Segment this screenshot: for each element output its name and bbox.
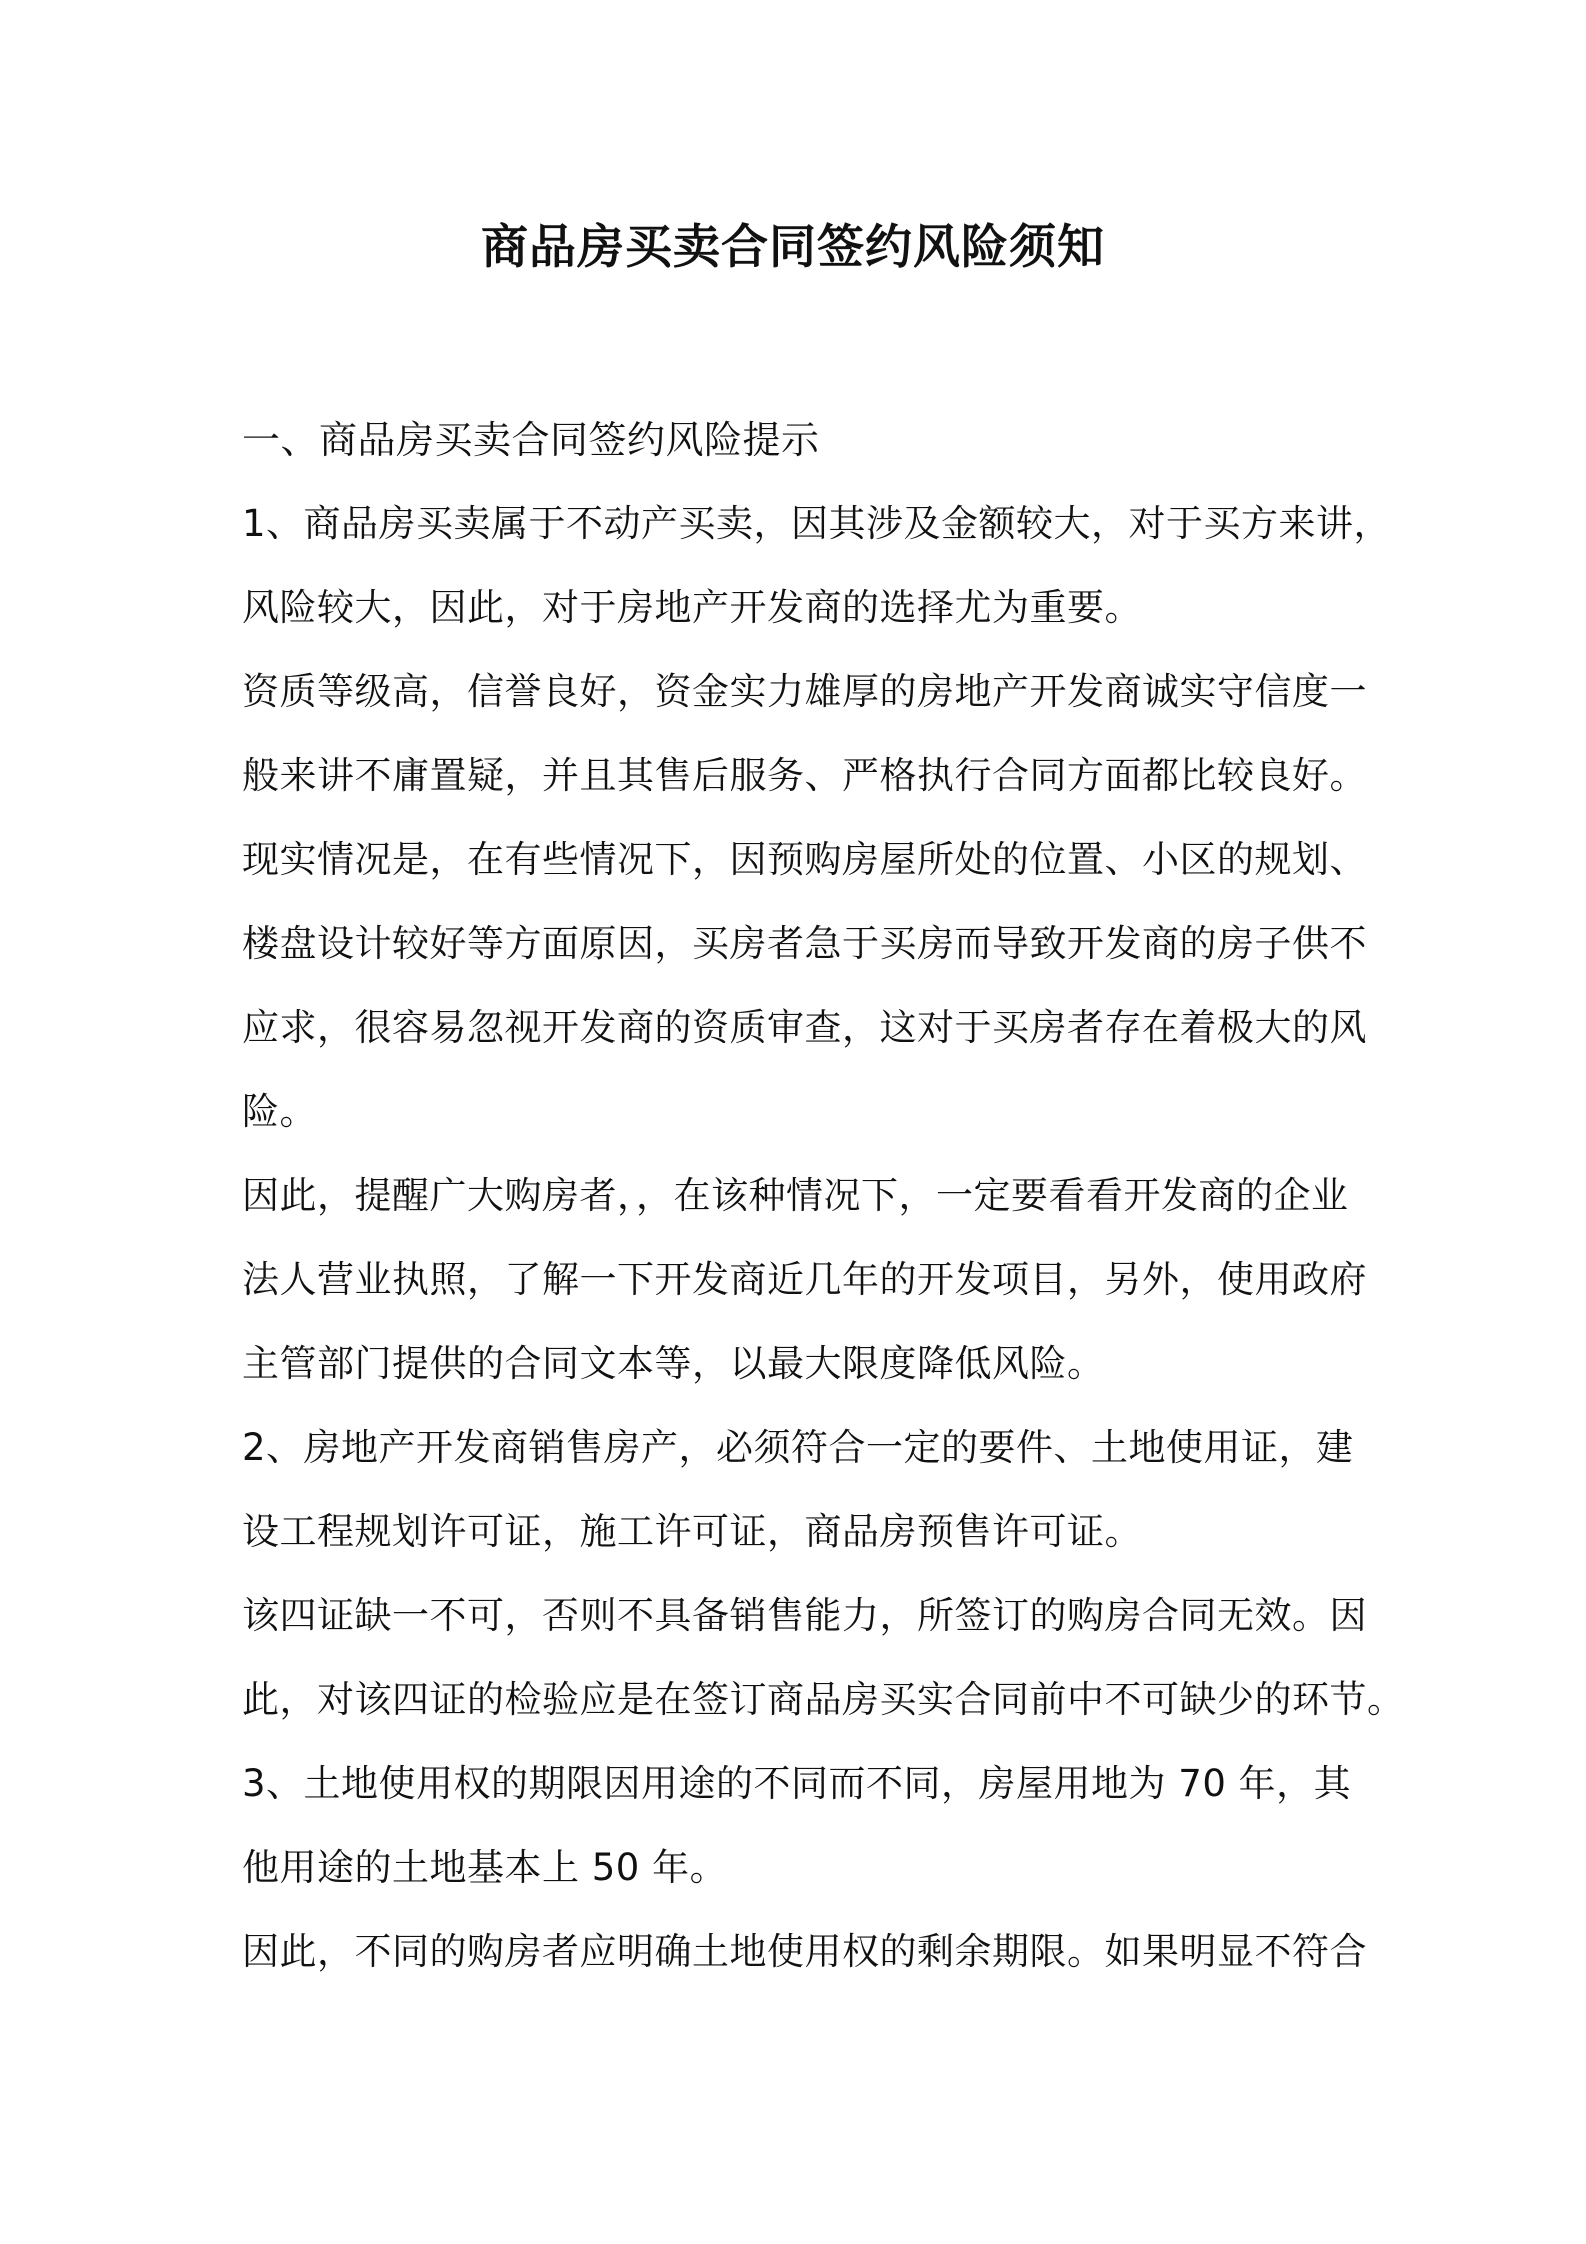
paragraph-line: 主管部门提供的合同文本等，以最大限度降低风险。 bbox=[242, 1342, 1105, 1385]
paragraph-line: 此，对该四证的检验应是在签订商品房买实合同前中不可缺少的环节。 bbox=[242, 1678, 1405, 1721]
paragraph-line: 因此，提醒广大购房者，，在该种情况下，一定要看看开发商的企业 bbox=[242, 1174, 1349, 1217]
paragraph-line: 般来讲不庸置疑，并且其售后服务、严格执行合同方面都比较良好。 bbox=[242, 754, 1367, 797]
paragraph-line: 设工程规划许可证，施工许可证，商品房预售许可证。 bbox=[242, 1510, 1142, 1553]
paragraph-line: 楼盘设计较好等方面原因，买房者急于买房而导致开发商的房子供不 bbox=[242, 922, 1367, 965]
paragraph-line: 风险较大，因此，对于房地产开发商的选择尤为重要。 bbox=[242, 586, 1142, 629]
document-body bbox=[242, 398, 1405, 1994]
paragraph-line: 3、土地使用权的期限因用途的不同而不同，房屋用地为 70 年，其 bbox=[242, 1762, 1352, 1805]
paragraph-line: 应求，很容易忽视开发商的资质审查，这对于买房者存在着极大的风 bbox=[242, 1006, 1367, 1049]
paragraph-line: 他用途的土地基本上 50 年。 bbox=[242, 1846, 728, 1889]
paragraph-line: 因此，不同的购房者应明确土地使用权的剩余期限。如果明显不符合 bbox=[242, 1930, 1367, 1973]
paragraph-line: 法人营业执照，了解一下开发商近几年的开发项目，另外，使用政府 bbox=[242, 1258, 1367, 1301]
section-heading: 一、商品房买卖合同签约风险提示 bbox=[242, 418, 820, 462]
document-title: 商品房买卖合同签约风险须知 bbox=[481, 220, 1105, 275]
paragraph-line: 该四证缺一不可，否则不具备销售能力，所签订的购房合同无效。因 bbox=[242, 1594, 1367, 1637]
paragraph-line: 2、房地产开发商销售房产，必须符合一定的要件、土地使用证，建 bbox=[242, 1426, 1354, 1469]
paragraph-line: 险。 bbox=[242, 1090, 317, 1133]
paragraph-line: 资质等级高，信誉良好，资金实力雄厚的房地产开发商诚实守信度一 bbox=[242, 670, 1367, 713]
paragraph-line: 现实情况是，在有些情况下，因预购房屋所处的位置、小区的规划、 bbox=[242, 838, 1367, 881]
paragraph-line: 1、商品房买卖属于不动产买卖，因其涉及金额较大，对于买方来讲， bbox=[242, 502, 1392, 545]
